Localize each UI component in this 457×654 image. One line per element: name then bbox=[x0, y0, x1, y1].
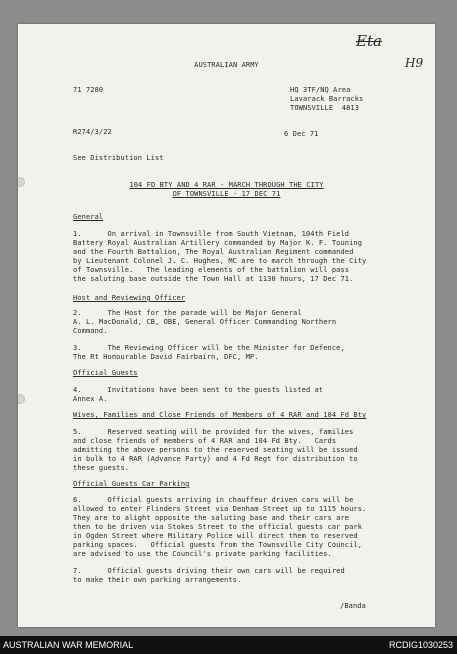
footer-record-id: RCDIG1030253 bbox=[388, 640, 453, 650]
title-line-1: 104 FD BTY AND 4 RAR - MARCH THROUGH THE CITY bbox=[129, 181, 324, 189]
para6-line: They are to alight opposite the saluting base and their cars are bbox=[73, 514, 350, 522]
document-page bbox=[18, 24, 435, 627]
para1-line: Battery Royal Australian Artillery commanded by Major K. F. Touning bbox=[73, 239, 363, 247]
phone-number: 71 7280 bbox=[73, 86, 104, 94]
general-heading: General bbox=[73, 213, 104, 221]
guests-heading: Official Guests bbox=[73, 369, 138, 377]
handwritten-initials: Eta bbox=[356, 32, 382, 50]
para5-line: in bulk to 4 RAR (Advance Party) and 4 Fd Regt for distribution to bbox=[73, 455, 358, 463]
para6-line: parking spaces. Official guests from the Townsville City Council, bbox=[73, 541, 363, 549]
para6-line: are advised to use the Council's private parking facilities. bbox=[73, 550, 332, 558]
para2-line: A. L. MacDonald, CB, OBE, General Officer Commanding Northern bbox=[73, 318, 337, 326]
para1-line: 1. On arrival in Townsville from South Vietnam, 104th Field bbox=[73, 230, 350, 238]
para4-line: 4. Invitations have been sent to the guests listed at bbox=[73, 386, 324, 394]
para4-line: Annex A. bbox=[73, 395, 108, 403]
para5-line: admitting the above persons to the reserved seating will be issued bbox=[73, 446, 358, 454]
org-heading: AUSTRALIAN ARMY bbox=[194, 61, 259, 69]
archive-footer bbox=[0, 636, 457, 654]
para7-line: 7. Official guests driving their own cars will be required bbox=[73, 567, 345, 575]
host-heading: Host and Reviewing Officer bbox=[73, 294, 186, 302]
para6-line: then to be driven via Stokes Street to the official guests car park bbox=[73, 523, 363, 531]
distribution-line: See Distribution List bbox=[73, 154, 164, 162]
para6-line: 6. Official guests arriving in chauffeur driven cars will be bbox=[73, 496, 354, 504]
footer-archive-name: AUSTRALIAN WAR MEMORIAL bbox=[3, 640, 134, 650]
para3-line: 3. The Reviewing Officer will be the Minister for Defence, bbox=[73, 344, 345, 352]
title-line-2: OF TOWNSVILLE - 17 DEC 71 bbox=[172, 190, 281, 198]
para2-line: 2. The Host for the parade will be Major General bbox=[73, 309, 302, 317]
para7-line: to make their own parking arrangements. bbox=[73, 576, 242, 584]
para1-line: and the Fourth Battalion, The Royal Australian Regiment commanded bbox=[73, 248, 354, 256]
para3-line: The Rt Honourable David Fairbairn, DFC, MP. bbox=[73, 353, 259, 361]
para5-line: and close friends of members of 4 RAR and 104 Fd Bty. Cards bbox=[73, 437, 337, 445]
para6-line: in Ogden Street where Military Police will direct them to reserved bbox=[73, 532, 358, 540]
para2-line: Command. bbox=[73, 327, 108, 335]
address-line-2: Lavarack Barracks bbox=[290, 95, 364, 103]
para5-line: 5. Reserved seating will be provided for the wives, families bbox=[73, 428, 354, 436]
para5-line: these guests. bbox=[73, 464, 130, 472]
address-line-1: HQ 3TF/NQ Area bbox=[290, 86, 351, 94]
punch-hole-bottom bbox=[18, 394, 25, 404]
continuation-marker: /Banda bbox=[340, 602, 366, 610]
para1-line: by Lieutenant Colonel J. C. Hughes, MC are to march through the City bbox=[73, 257, 367, 265]
wives-heading: Wives, Families and Close Friends of Members of 4 RAR and 104 Fd Bty bbox=[73, 411, 367, 419]
file-reference: R274/3/22 bbox=[73, 128, 112, 136]
address-line-3: TOWNSVILLE 4813 bbox=[290, 104, 360, 112]
para1-line: the saluting base outside the Town Hall at 1130 hours, 17 Dec 71. bbox=[73, 275, 354, 283]
letter-date: 6 Dec 71 bbox=[284, 130, 319, 138]
parking-heading: Official Guests Car Parking bbox=[73, 480, 190, 488]
handwritten-reference: H9 bbox=[405, 56, 424, 70]
para1-line: of Townsville. The leading elements of the battalion will pass bbox=[73, 266, 350, 274]
para6-line: allowed to enter Flinders Street via Denham Street up to 1115 hours. bbox=[73, 505, 367, 513]
